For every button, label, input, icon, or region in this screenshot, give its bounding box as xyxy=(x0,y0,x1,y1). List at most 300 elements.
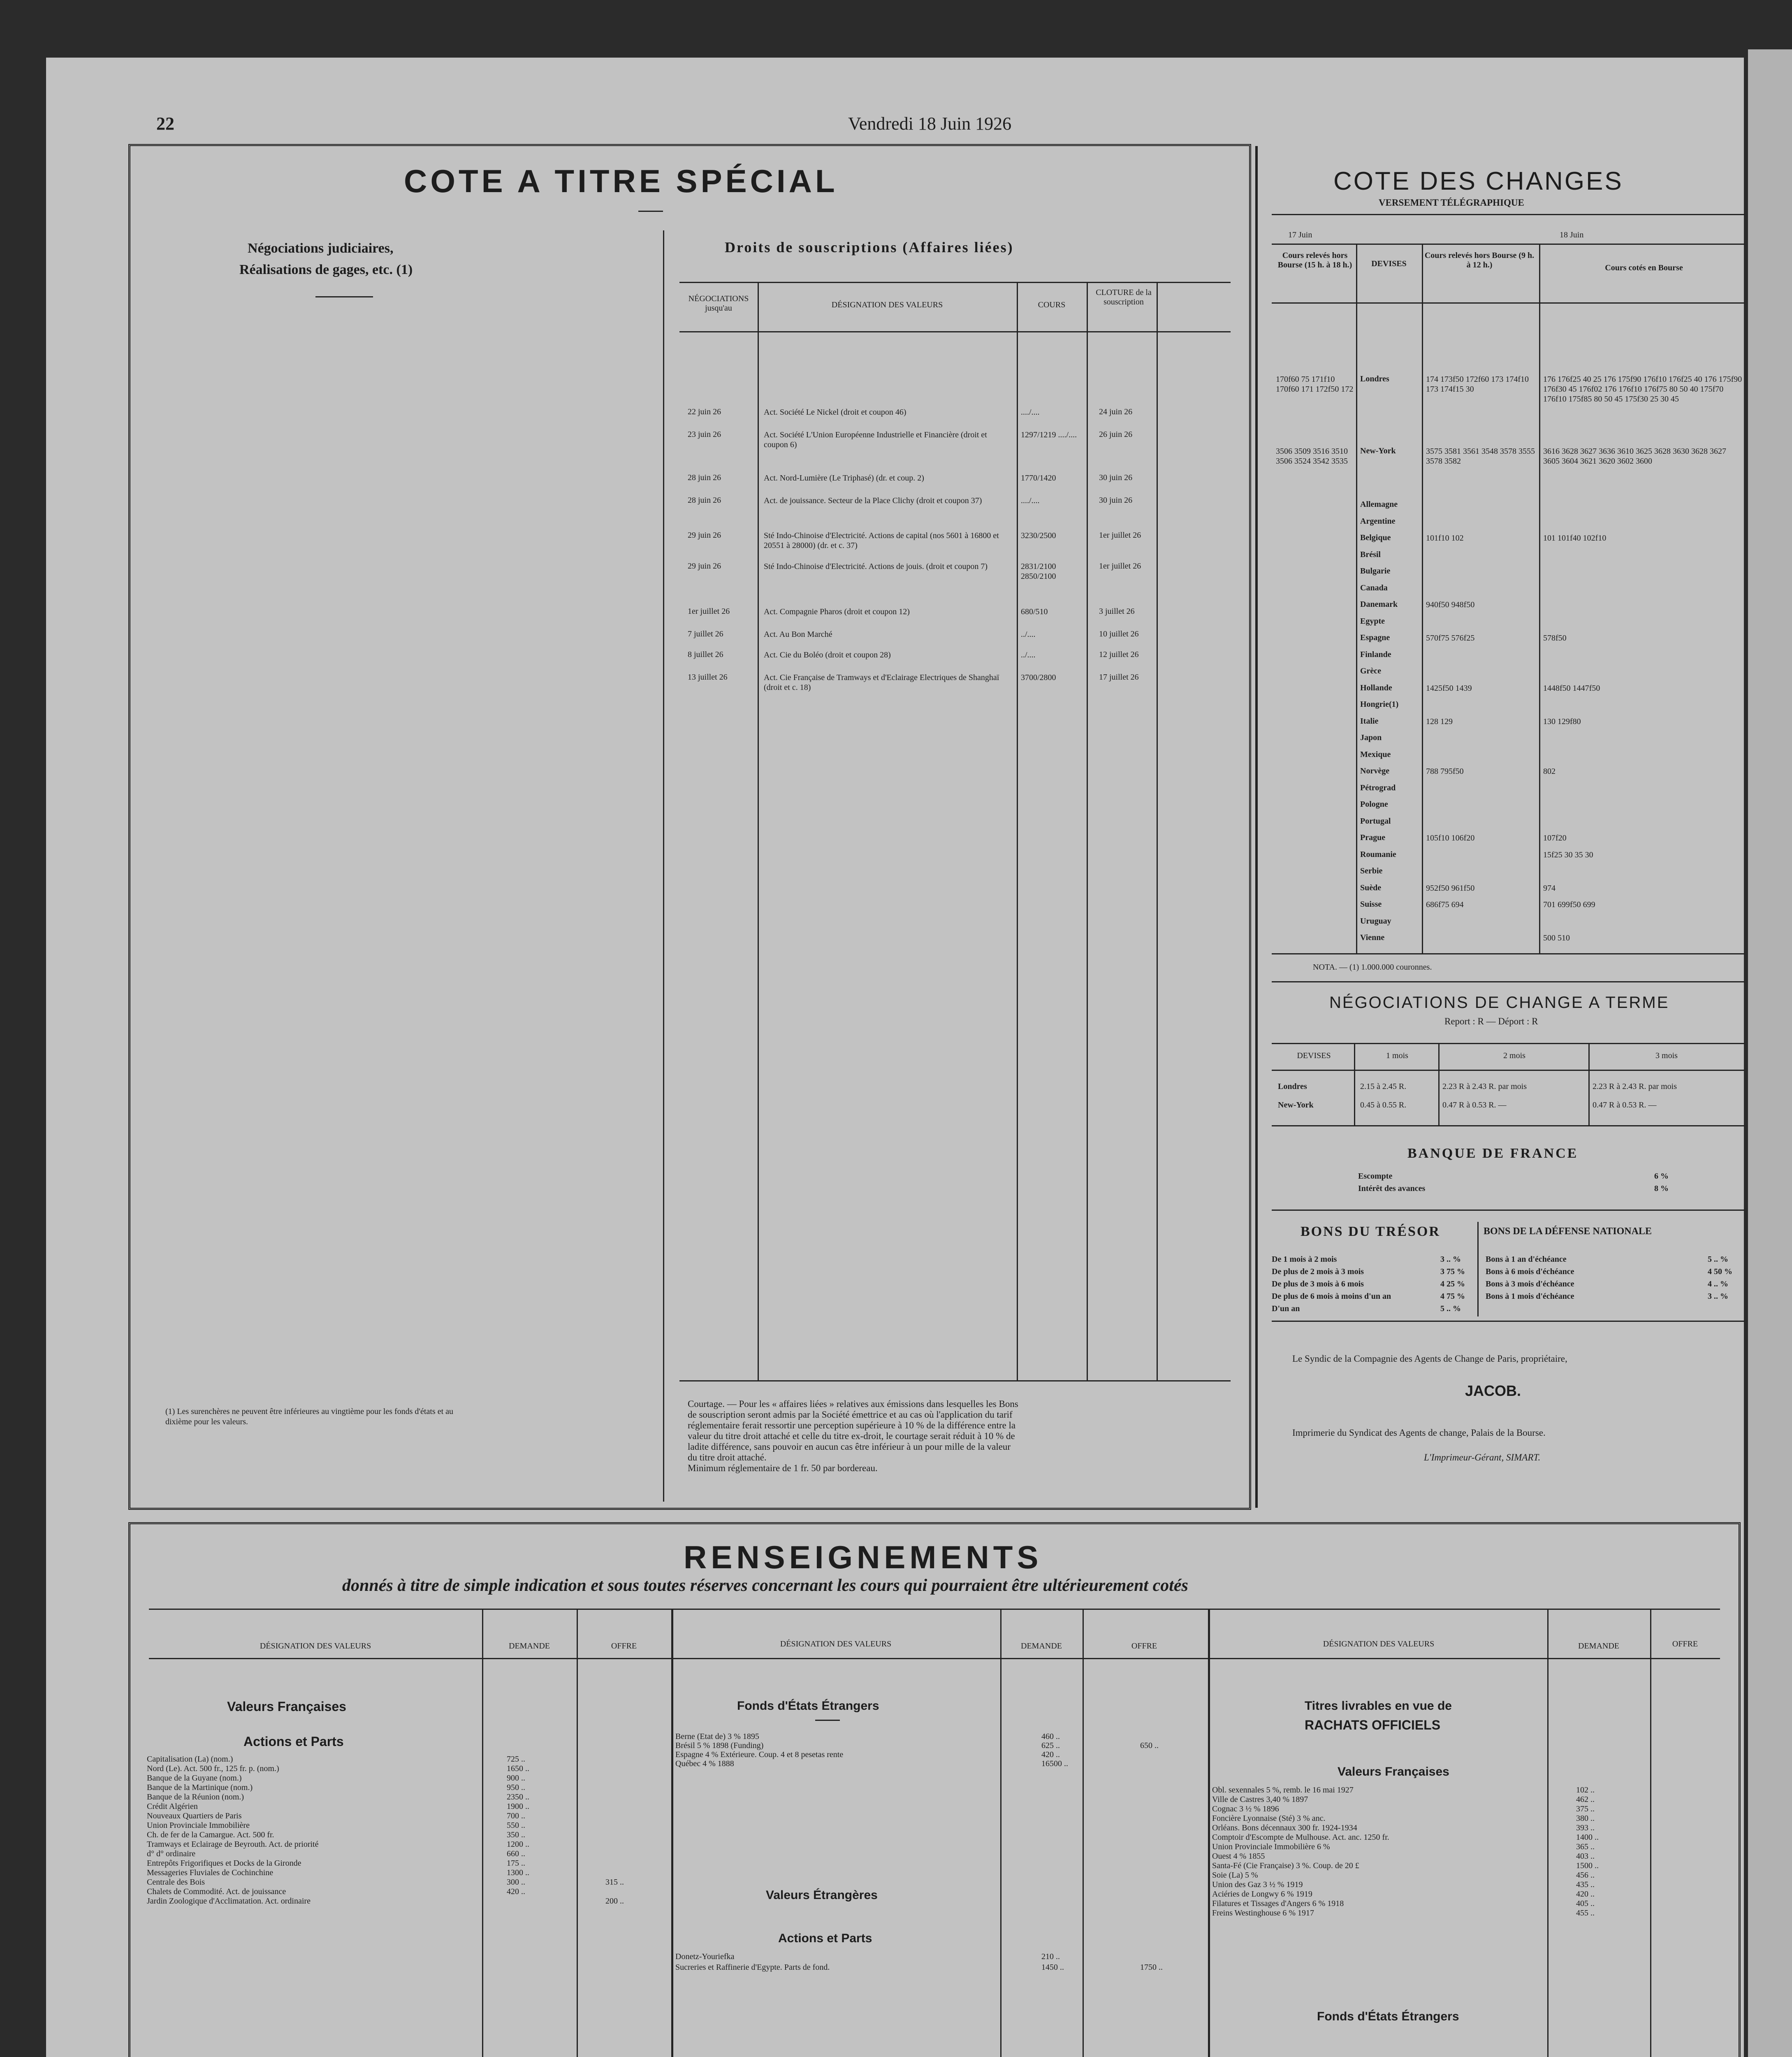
rens-subsection-heading: Valeurs Françaises xyxy=(1338,1765,1449,1778)
changes-row-hors-left: 3506 3509 3516 3510 3506 3524 3542 3535 xyxy=(1276,447,1348,466)
bons-defense-row-value: 4 .. % xyxy=(1708,1279,1728,1289)
courtage-line: réglementaire ferait ressortir une perception supérieure à 10 % de la différence entre la xyxy=(688,1420,1016,1430)
changes-col-hors-left: Cours relevés hors Bourse (15 h. à 18 h.) xyxy=(1277,251,1352,269)
banque-rule xyxy=(1272,1210,1745,1211)
rens-row-desig: Freins Westinghouse 6 % 1917 xyxy=(1212,1908,1314,1918)
changes-row-hors-right: 3575 3581 3561 3548 3578 3555 3578 3582 xyxy=(1426,447,1535,466)
changes-header-line xyxy=(1272,244,1745,245)
droits-col-line xyxy=(1157,282,1158,1380)
droits-row-date: 29 juin 26 xyxy=(688,531,721,540)
droits-row-cloture: 24 juin 26 xyxy=(1099,407,1133,416)
bons-tresor-row-value: 5 .. % xyxy=(1440,1304,1461,1313)
rens-col-line xyxy=(577,1609,578,2057)
changes-row-devise: Hongrie(1) xyxy=(1360,700,1399,709)
rens-row-demande: 365 .. xyxy=(1576,1842,1595,1851)
changes-row-devise: Vienne xyxy=(1360,933,1385,942)
rens-section-heading: Valeurs Françaises xyxy=(227,1699,346,1714)
changes-row-cotes: 974 xyxy=(1543,883,1556,893)
rens-col-header-demande: DEMANDE xyxy=(1578,1641,1619,1651)
renseignements-subtitle: donnés à titre de simple indication et sous toutes réserves concernant les cours qui pourraient être ultérieurement cotés xyxy=(342,1576,1188,1595)
droits-row-date: 8 juillet 26 xyxy=(688,650,723,659)
rens-row-desig: Québec 4 % 1888 xyxy=(675,1759,734,1768)
terme-table-top xyxy=(1272,1043,1745,1044)
rens-row-desig: Crédit Algérien xyxy=(147,1802,198,1811)
rens-col-header-demande: DEMANDE xyxy=(509,1641,550,1651)
changes-row-hors-right: 174 173f50 172f60 173 174f10 173 174f15 30 xyxy=(1426,375,1529,394)
bons-tresor-row-value: 4 75 % xyxy=(1440,1292,1465,1301)
rens-row-desig: Banque de la Guyane (nom.) xyxy=(147,1774,242,1783)
bons-divider xyxy=(1477,1222,1479,1316)
terme-row-devise: Londres xyxy=(1278,1082,1307,1091)
changes-row-hors-right: 570f75 576f25 xyxy=(1426,634,1475,643)
changes-row-devise: Norvège xyxy=(1360,766,1390,775)
changes-col-cotes: Cours cotés en Bourse xyxy=(1605,263,1683,272)
rens-row-demande: 1500 .. xyxy=(1576,1861,1599,1870)
column-divider xyxy=(1255,146,1258,1508)
rens-row-desig: Orléans. Bons décennaux 300 fr. 1924-1934 xyxy=(1212,1823,1357,1832)
changes-row-devise: Londres xyxy=(1360,374,1389,383)
changes-row-devise: Danemark xyxy=(1360,600,1398,609)
rens-row-demande: 375 .. xyxy=(1576,1804,1595,1813)
droits-col-header: COURS xyxy=(1038,300,1066,309)
negociations-heading-1: Négociations judiciaires, xyxy=(248,241,394,256)
droits-col-header: DÉSIGNATION DES VALEURS xyxy=(831,300,943,309)
banque-row-label: Intérêt des avances xyxy=(1358,1184,1426,1193)
rens-row-demande: 420 .. xyxy=(507,1887,525,1896)
terme-col-line xyxy=(1588,1043,1590,1125)
negociations-heading-2: Réalisations de gages, etc. (1) xyxy=(239,262,413,277)
rens-row-demande: 700 .. xyxy=(507,1811,525,1820)
bons-defense-row-label: Bons à 1 an d'échéance xyxy=(1486,1255,1567,1264)
rens-row-desig: Union Provinciale Immobilière xyxy=(147,1821,250,1830)
changes-nota-rule xyxy=(1272,981,1745,982)
rens-row-desig: Ouest 4 % 1855 xyxy=(1212,1852,1265,1861)
rens-col-header-desig: DÉSIGNATION DES VALEURS xyxy=(260,1641,371,1651)
terme-row-2mois: 0.47 R à 0.53 R. — xyxy=(1442,1100,1507,1110)
terme-row-1mois: 2.15 à 2.45 R. xyxy=(1360,1082,1407,1091)
terme-row-devise: New-York xyxy=(1278,1100,1314,1110)
rens-row-demande: 950 .. xyxy=(507,1783,525,1792)
rens-row-desig: Nord (Le). Act. 500 fr., 125 fr. p. (nom.) xyxy=(147,1764,279,1773)
rens-row-demande: 1650 .. xyxy=(507,1764,529,1773)
droits-row-cloture: 1er juillet 26 xyxy=(1099,562,1141,571)
droits-row-cloture: 30 juin 26 xyxy=(1099,473,1133,482)
bons-tresor-row-value: 3 .. % xyxy=(1440,1255,1461,1264)
droits-row-cloture: 1er juillet 26 xyxy=(1099,531,1141,540)
rens-col-line xyxy=(482,1609,483,2057)
rens-row-desig: Ville de Castres 3,40 % 1897 xyxy=(1212,1795,1308,1804)
cote-speciale-inner-divider xyxy=(663,230,664,1502)
changes-row-cotes: 15f25 30 35 30 xyxy=(1543,850,1593,859)
droits-row-desig: Act. Cie du Boléo (droit et coupon 28) xyxy=(764,650,891,659)
rens-row-demande: 1400 .. xyxy=(1576,1833,1599,1842)
droits-row-cloture: 17 juillet 26 xyxy=(1099,673,1139,682)
droits-row-cours: 680/510 xyxy=(1021,607,1048,616)
rens-header-bottom xyxy=(149,1658,1720,1659)
footnote-line-1: (1) Les surenchères ne peuvent être inférieures au vingtième pour les fonds d'états et au xyxy=(165,1407,453,1416)
droits-row-cloture: 10 juillet 26 xyxy=(1099,629,1139,638)
changes-row-devise: Pologne xyxy=(1360,800,1388,809)
rens-subsection-heading: Fonds d'États Étrangers xyxy=(1317,2010,1459,2023)
imprimerie-line: Imprimerie du Syndicat des Agents de change, Palais de la Bourse. xyxy=(1292,1428,1546,1438)
changes-row-devise: Italie xyxy=(1360,716,1379,726)
rens-row-demande: 393 .. xyxy=(1576,1823,1595,1832)
droits-row-date: 13 juillet 26 xyxy=(688,673,728,682)
changes-row-devise: Belgique xyxy=(1360,533,1391,542)
rens-row-demande: 725 .. xyxy=(507,1755,525,1764)
droits-row-date: 28 juin 26 xyxy=(688,496,721,505)
terme-row-2mois: 2.23 R à 2.43 R. par mois xyxy=(1442,1082,1527,1091)
droits-row-date: 29 juin 26 xyxy=(688,562,721,571)
heading-rule xyxy=(315,296,373,297)
changes-row-devise: Grèce xyxy=(1360,666,1382,676)
droits-col-line xyxy=(1017,282,1018,1380)
rens-row-desig: Entrepôts Frigorifiques et Docks de la Gironde xyxy=(147,1859,301,1868)
rens-row-demande: 625 .. xyxy=(1041,1741,1060,1750)
rens-row-demande: 1200 .. xyxy=(507,1840,529,1849)
rens-section-heading: Titres livrables en vue de xyxy=(1305,1699,1452,1713)
rens-col-line xyxy=(1083,1609,1084,2057)
rens-row-desig: Aciéries de Longwy 6 % 1919 xyxy=(1212,1890,1312,1899)
rens-row-demande: 350 .. xyxy=(507,1830,525,1839)
droits-row-desig: Act. Compagnie Pharos (droit et coupon 12) xyxy=(764,607,910,616)
terme-row-1mois: 0.45 à 0.55 R. xyxy=(1360,1100,1407,1110)
syndic-name: JACOB. xyxy=(1465,1382,1521,1399)
rens-row-desig: Tramways et Eclairage de Beyrouth. Act. de priorité xyxy=(147,1840,319,1849)
rens-section-heading: RACHATS OFFICIELS xyxy=(1305,1718,1441,1732)
rens-row-desig: Berne (Etat de) 3 % 1895 xyxy=(675,1732,759,1741)
changes-row-devise: Hollande xyxy=(1360,683,1392,692)
rens-row-demande: 210 .. xyxy=(1041,1952,1060,1961)
changes-row-hors-right: 1425f50 1439 xyxy=(1426,683,1472,693)
changes-row-devise: Japon xyxy=(1360,733,1382,742)
changes-row-devise: Bulgarie xyxy=(1360,566,1391,576)
rens-row-demande: 455 .. xyxy=(1576,1908,1595,1918)
changes-row-hors-right: 952f50 961f50 xyxy=(1426,883,1475,893)
droits-row-cours: 3230/2500 xyxy=(1021,531,1056,540)
changes-date-right: 18 Juin xyxy=(1560,230,1584,239)
rens-row-demande: 405 .. xyxy=(1576,1899,1595,1908)
page-date: Vendredi 18 Juin 1926 xyxy=(848,114,1012,134)
title-rule xyxy=(638,211,663,212)
changes-row-devise: Uruguay xyxy=(1360,916,1391,926)
changes-row-devise: Suède xyxy=(1360,883,1382,892)
terme-col-line xyxy=(1354,1043,1355,1125)
rens-col-line xyxy=(671,1609,673,2057)
rens-row-desig: Cognac 3 ½ % 1896 xyxy=(1212,1804,1279,1813)
droits-row-desig: Act. Société L'Union Européenne Industrielle et Financière (droit et coupon 6) xyxy=(764,430,987,449)
rens-row-desig: Banque de la Réunion (nom.) xyxy=(147,1792,244,1802)
droits-row-cours: 1297/1219 ..../.... xyxy=(1021,430,1077,439)
rens-subsection-heading: Actions et Parts xyxy=(778,1932,872,1945)
changes-row-devise: Allemagne xyxy=(1360,500,1398,509)
rens-row-demande: 16500 .. xyxy=(1041,1759,1068,1768)
rens-row-demande: 420 .. xyxy=(1041,1750,1060,1759)
terme-col-header: DEVISES xyxy=(1297,1051,1331,1060)
section-rule xyxy=(815,1720,840,1721)
courtage-line: valeur du titre droit attaché et celle du titre ex-droit, le courtage serait réduit à 10 % de xyxy=(688,1431,1015,1441)
rens-row-demande: 1900 .. xyxy=(507,1802,529,1811)
changes-row-cotes: 578f50 xyxy=(1543,634,1567,643)
rens-row-offre: 1750 .. xyxy=(1140,1963,1163,1972)
droits-row-desig: Act. Au Bon Marché xyxy=(764,630,832,639)
terme-col-header: 3 mois xyxy=(1655,1051,1678,1060)
rens-col-header-desig: DÉSIGNATION DES VALEURS xyxy=(780,1639,892,1648)
courtage-line: du titre droit attaché. xyxy=(688,1452,767,1463)
droits-row-cloture: 3 juillet 26 xyxy=(1099,607,1135,616)
renseignements-title: RENSEIGNEMENTS xyxy=(684,1539,1043,1575)
changes-row-devise: Argentine xyxy=(1360,516,1396,526)
droits-row-desig: Act. de jouissance. Secteur de la Place Clichy (droit et coupon 37) xyxy=(764,496,982,505)
rens-row-desig: Espagne 4 % Extérieure. Coup. 4 et 8 pesetas rente xyxy=(675,1750,844,1759)
rens-row-demande: 460 .. xyxy=(1041,1732,1060,1741)
droits-row-cours: 3700/2800 xyxy=(1021,673,1056,682)
bons-tresor-row-label: De plus de 6 mois à moins d'un an xyxy=(1272,1292,1391,1301)
renseignements-frame xyxy=(128,1522,1741,2057)
changes-row-cotes: 101 101f40 102f10 xyxy=(1543,534,1607,543)
droits-row-cloture: 12 juillet 26 xyxy=(1099,650,1139,659)
changes-row-hors-left: 170f60 75 171f10 170f60 171 172f50 172 xyxy=(1276,375,1354,394)
rens-col-header-demande: DEMANDE xyxy=(1021,1641,1062,1651)
rens-row-desig: Santa-Fé (Cie Française) 3 %. Coup. de 20 £ xyxy=(1212,1861,1359,1870)
rens-col-header-desig: DÉSIGNATION DES VALEURS xyxy=(1323,1639,1435,1648)
rens-col-line xyxy=(1650,1609,1651,2057)
imprimeur-line: L'Imprimeur-Gérant, SIMART. xyxy=(1424,1452,1541,1463)
changes-row-devise: Espagne xyxy=(1360,633,1390,642)
droits-row-cloture: 26 juin 26 xyxy=(1099,430,1133,439)
changes-row-cotes: 3616 3628 3627 3636 3610 3625 3628 3630 3628 3627 3605 3604 3621 3620 3602 3600 xyxy=(1543,447,1726,466)
droits-col-header: NÉGOCIATIONS jusqu'au xyxy=(688,294,749,313)
rens-col-line xyxy=(1547,1609,1549,2057)
bons-rule xyxy=(1272,1321,1745,1322)
changes-row-devise: Suisse xyxy=(1360,900,1382,909)
terme-row-3mois: 0.47 R à 0.53 R. — xyxy=(1593,1100,1657,1110)
rens-col-header-offre: OFFRE xyxy=(611,1641,637,1651)
bons-defense-title: BONS DE LA DÉFENSE NATIONALE xyxy=(1484,1226,1652,1237)
changes-row-hors-right: 101f10 102 xyxy=(1426,534,1464,543)
terme-table-bottom xyxy=(1272,1125,1745,1126)
droits-row-cours: ..../.... xyxy=(1021,496,1040,505)
rens-col-line xyxy=(1000,1609,1001,2057)
cote-speciale-title: COTE A TITRE SPÉCIAL xyxy=(404,163,838,199)
droits-row-date: 22 juin 26 xyxy=(688,407,721,416)
rens-row-demande: 550 .. xyxy=(507,1821,525,1830)
rens-row-desig: Foncière Lyonnaise (Sté) 3 % anc. xyxy=(1212,1814,1326,1823)
bons-defense-row-label: Bons à 1 mois d'échéance xyxy=(1486,1292,1574,1301)
rens-row-desig: d° d° ordinaire xyxy=(147,1849,196,1858)
rens-row-offre: 200 .. xyxy=(605,1897,624,1906)
rens-row-offre: 315 .. xyxy=(605,1878,624,1887)
banque-title: BANQUE DE FRANCE xyxy=(1407,1146,1579,1161)
banque-row-value: 8 % xyxy=(1654,1184,1669,1193)
banque-row-label: Escompte xyxy=(1358,1172,1393,1181)
changes-row-cotes: 1448f50 1447f50 xyxy=(1543,683,1600,693)
rens-section-heading: Fonds d'États Étrangers xyxy=(737,1699,879,1713)
terme-title: NÉGOCIATIONS DE CHANGE A TERME xyxy=(1329,994,1669,1012)
changes-row-cotes: 130 129f80 xyxy=(1543,717,1581,726)
rens-row-demande: 435 .. xyxy=(1576,1880,1595,1889)
rens-row-demande: 456 .. xyxy=(1576,1871,1595,1880)
courtage-line: Minimum réglementaire de 1 fr. 50 par bordereau. xyxy=(688,1463,878,1473)
rens-row-desig: Brésil 5 % 1898 (Funding) xyxy=(675,1741,764,1750)
banque-row-value: 6 % xyxy=(1654,1172,1669,1181)
rens-row-desig: Banque de la Martinique (nom.) xyxy=(147,1783,253,1792)
changes-col-hors-right: Cours relevés hors Bourse (9 h. à 12 h.) xyxy=(1424,251,1535,269)
rens-row-desig: Jardin Zoologique d'Acclimatation. Act. ordinaire xyxy=(147,1897,311,1906)
changes-row-devise: Pétrograd xyxy=(1360,783,1396,792)
droits-col-line xyxy=(758,282,759,1380)
rens-row-desig: Union Provinciale Immobilière 6 % xyxy=(1212,1842,1330,1851)
rens-row-demande: 300 .. xyxy=(507,1878,525,1887)
changes-row-cotes: 107f20 xyxy=(1543,833,1567,843)
rens-row-demande: 2350 .. xyxy=(507,1792,529,1802)
droits-row-cours: ..../.... xyxy=(1021,408,1040,417)
cote-speciale-frame xyxy=(128,144,1251,1510)
bons-defense-row-label: Bons à 3 mois d'échéance xyxy=(1486,1279,1574,1289)
adjacent-page-edge xyxy=(1748,49,1792,2057)
changes-row-devise: Egypte xyxy=(1360,616,1385,626)
page-number: 22 xyxy=(156,114,174,134)
changes-table-bottom xyxy=(1272,953,1745,954)
droits-row-date: 1er juillet 26 xyxy=(688,607,730,616)
droits-table-bottom xyxy=(679,1380,1231,1381)
rens-row-desig: Filatures et Tissages d'Angers 6 % 1918 xyxy=(1212,1899,1344,1908)
terme-row-3mois: 2.23 R à 2.43 R. par mois xyxy=(1593,1082,1677,1091)
changes-col-line xyxy=(1422,244,1423,953)
rens-row-demande: 660 .. xyxy=(507,1849,525,1858)
courtage-note xyxy=(688,1399,1018,1474)
bons-tresor-row-value: 4 25 % xyxy=(1440,1279,1465,1289)
rens-row-desig: Ch. de fer de la Camargue. Act. 500 fr. xyxy=(147,1830,274,1839)
changes-row-devise: Mexique xyxy=(1360,750,1391,759)
rens-row-desig: Soie (La) 5 % xyxy=(1212,1871,1258,1880)
rens-row-demande: 462 .. xyxy=(1576,1795,1595,1804)
terme-header-bottom xyxy=(1272,1070,1745,1071)
rens-row-desig: Capitalisation (La) (nom.) xyxy=(147,1755,233,1764)
changes-header-bottom xyxy=(1272,302,1745,304)
changes-col-line xyxy=(1356,244,1357,953)
changes-subtitle: VERSEMENT TÉLÉGRAPHIQUE xyxy=(1379,197,1524,208)
rens-col-line xyxy=(1208,1609,1210,2057)
droits-row-cours: ../.... xyxy=(1021,630,1036,639)
rens-row-desig: Chalets de Commodité. Act. de jouissance xyxy=(147,1887,286,1896)
droits-col-header: CLOTURE de la souscription xyxy=(1096,288,1152,306)
rens-row-desig: Comptoir d'Escompte de Mulhouse. Act. anc. 1250 fr. xyxy=(1212,1833,1389,1842)
droits-row-date: 7 juillet 26 xyxy=(688,629,723,638)
changes-row-cotes: 176 176f25 40 25 176 175f90 176f10 176f25 40 176 175f90 176f30 45 176f02 176 176f10 176f75 80 50 40 175f70 176f10 175f85 80 50 45 175f30 25 30 45 xyxy=(1543,375,1742,404)
courtage-line: ladite différence, sans pouvoir en aucun cas être inférieur à un pour mille de la valeur xyxy=(688,1442,1011,1452)
changes-row-devise: Prague xyxy=(1360,833,1386,842)
bons-tresor-row-label: De plus de 3 mois à 6 mois xyxy=(1272,1279,1364,1289)
droits-row-cours: 1770/1420 xyxy=(1021,474,1056,483)
changes-row-hors-right: 105f10 106f20 xyxy=(1426,833,1475,843)
droits-title: Droits de souscriptions (Affaires liées) xyxy=(725,239,1014,255)
changes-row-cotes: 500 510 xyxy=(1543,933,1570,943)
rens-row-demande: 380 .. xyxy=(1576,1814,1595,1823)
terme-col-header: 1 mois xyxy=(1386,1051,1408,1060)
footnote-line-2: dixième pour les valeurs. xyxy=(165,1417,248,1426)
rens-rule-top xyxy=(149,1609,1720,1610)
changes-date-left: 17 Juin xyxy=(1288,230,1312,239)
droits-row-cours: ../.... xyxy=(1021,650,1036,659)
rens-row-desig: Obl. sexennales 5 %, remb. le 16 mai 1927 xyxy=(1212,1785,1354,1795)
changes-nota: NOTA. — (1) 1.000.000 couronnes. xyxy=(1313,963,1432,972)
changes-row-devise: Roumanie xyxy=(1360,850,1396,859)
changes-row-devise: Finlande xyxy=(1360,650,1391,659)
changes-row-devise: Portugal xyxy=(1360,816,1391,826)
rens-row-demande: 900 .. xyxy=(507,1774,525,1783)
droits-row-cours: 2831/2100 2850/2100 xyxy=(1021,562,1056,581)
changes-rule xyxy=(1272,214,1745,215)
syndic-line: Le Syndic de la Compagnie des Agents de Change de Paris, propriétaire, xyxy=(1292,1354,1567,1364)
rens-row-desig: Messageries Fluviales de Cochinchine xyxy=(147,1868,274,1877)
droits-row-desig: Act. Société Le Nickel (droit et coupon 46) xyxy=(764,408,906,417)
bons-tresor-row-label: D'un an xyxy=(1272,1304,1300,1313)
bons-defense-row-label: Bons à 6 mois d'échéance xyxy=(1486,1267,1574,1276)
courtage-line: Courtage. — Pour les « affaires liées » relatives aux émissions dans lesquelles les Bons xyxy=(688,1399,1018,1409)
rens-row-desig: Centrale des Bois xyxy=(147,1878,205,1887)
changes-row-devise: Brésil xyxy=(1360,550,1381,559)
bons-tresor-row-value: 3 75 % xyxy=(1440,1267,1465,1276)
bons-tresor-title: BONS DU TRÉSOR xyxy=(1301,1224,1440,1239)
bons-defense-row-value: 4 50 % xyxy=(1708,1267,1732,1276)
terme-col-header: 2 mois xyxy=(1503,1051,1525,1060)
droits-row-desig: Sté Indo-Chinoise d'Electricité. Actions de capital (nos 5601 à 16800 et 20551 à 28000) (dr. et c. 37) xyxy=(764,531,999,550)
newspaper-page xyxy=(46,58,1744,2057)
rens-col-header-offre: OFFRE xyxy=(1131,1641,1157,1651)
droits-row-cloture: 30 juin 26 xyxy=(1099,496,1133,505)
rens-subsection-heading: Actions et Parts xyxy=(243,1734,344,1749)
changes-row-hors-right: 128 129 xyxy=(1426,717,1453,726)
changes-col-devises: DEVISES xyxy=(1371,259,1407,268)
droits-table-top xyxy=(679,282,1231,283)
rens-row-demande: 403 .. xyxy=(1576,1852,1595,1861)
bons-tresor-row-label: De plus de 2 mois à 3 mois xyxy=(1272,1267,1364,1276)
rens-row-demande: 1450 .. xyxy=(1041,1963,1064,1972)
rens-row-demande: 420 .. xyxy=(1576,1890,1595,1899)
droits-col-line xyxy=(1087,282,1088,1380)
rens-row-demande: 102 .. xyxy=(1576,1785,1595,1795)
rens-row-offre: 650 .. xyxy=(1140,1741,1159,1750)
droits-row-date: 23 juin 26 xyxy=(688,430,721,439)
changes-row-devise: Serbie xyxy=(1360,866,1383,875)
terme-subtitle: Report : R — Déport : R xyxy=(1444,1016,1538,1026)
changes-row-hors-right: 686f75 694 xyxy=(1426,900,1464,909)
droits-row-date: 28 juin 26 xyxy=(688,473,721,482)
changes-row-hors-right: 940f50 948f50 xyxy=(1426,600,1475,609)
droits-row-desig: Act. Cie Française de Tramways et d'Eclairage Electriques de Shanghaï (droit et c. 18) xyxy=(764,673,999,692)
changes-row-hors-right: 788 795f50 xyxy=(1426,767,1464,776)
changes-title: COTE DES CHANGES xyxy=(1333,167,1623,195)
changes-row-devise: Canada xyxy=(1360,583,1388,592)
droits-table-header-bottom xyxy=(679,331,1231,332)
rens-section-heading: Valeurs Étrangères xyxy=(766,1888,878,1902)
rens-row-demande: 1300 .. xyxy=(507,1868,529,1877)
droits-row-desig: Act. Nord-Lumière (Le Triphasé) (dr. et coup. 2) xyxy=(764,474,924,483)
rens-row-demande: 175 .. xyxy=(507,1859,525,1868)
bons-defense-row-value: 5 .. % xyxy=(1708,1255,1728,1264)
rens-row-desig: Nouveaux Quartiers de Paris xyxy=(147,1811,242,1820)
bons-tresor-row-label: De 1 mois à 2 mois xyxy=(1272,1255,1337,1264)
courtage-line: de souscription seront admis par la Société émettrice et au cas où l'application du tarif xyxy=(688,1409,1013,1420)
bons-defense-row-value: 3 .. % xyxy=(1708,1292,1728,1301)
rens-row-desig: Union des Gaz 3 ½ % 1919 xyxy=(1212,1880,1303,1889)
rens-row-desig: Donetz-Youriefka xyxy=(675,1952,735,1961)
changes-col-line xyxy=(1539,244,1540,953)
rens-row-desig: Sucreries et Raffinerie d'Egypte. Parts de fond. xyxy=(675,1963,830,1972)
changes-row-devise: New-York xyxy=(1360,446,1396,455)
droits-row-desig: Sté Indo-Chinoise d'Electricité. Actions de jouis. (droit et coupon 7) xyxy=(764,562,988,571)
